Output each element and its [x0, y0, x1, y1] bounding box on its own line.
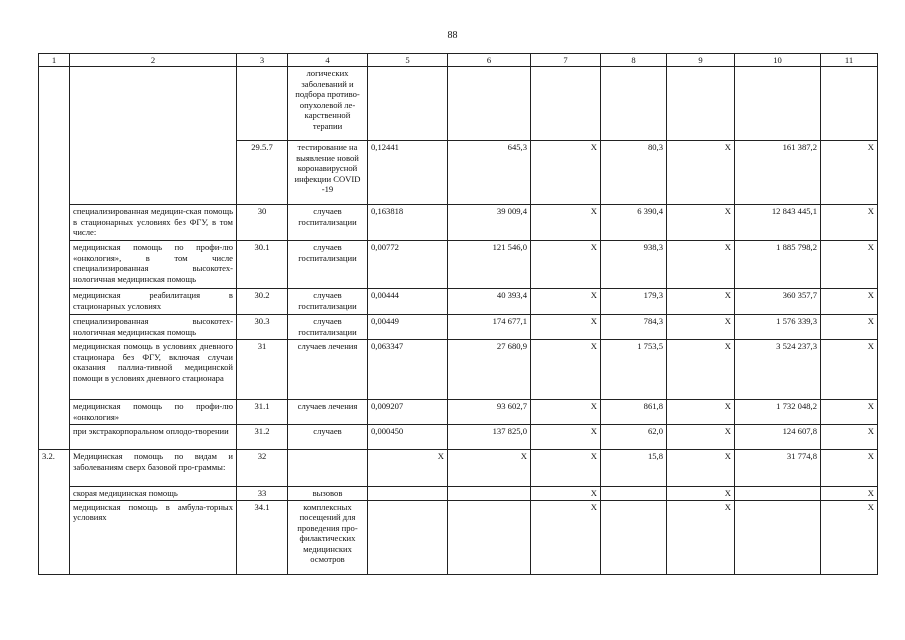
value-cell: X [531, 425, 601, 450]
description-cell: медицинская реабилитация в стационарных условиях [70, 289, 237, 315]
cost-cell [448, 67, 531, 141]
norm-cell: 0,00444 [368, 289, 448, 315]
value-cell: 1 753,5 [601, 340, 667, 400]
cost-cell [448, 487, 531, 500]
cost-cell: 174 677,1 [448, 315, 531, 340]
unit-cell: случаев лечения [288, 340, 368, 400]
value-cell: 6 390,4 [601, 205, 667, 241]
code-cell: 30.2 [237, 289, 288, 315]
code-cell: 29.5.7 [237, 141, 288, 205]
column-header: 10 [735, 54, 821, 67]
value-cell: X [531, 141, 601, 205]
norm-cell [368, 487, 448, 500]
value-cell: X [821, 340, 878, 400]
table-row [39, 487, 878, 500]
unit-cell: случаев лечения [288, 400, 368, 425]
value-cell: X [531, 241, 601, 289]
value-cell: X [667, 315, 735, 340]
value-cell [735, 67, 821, 141]
column-header: 6 [448, 54, 531, 67]
unit-cell: случаев госпитализации [288, 315, 368, 340]
code-cell [237, 67, 288, 141]
code-cell: 31 [237, 340, 288, 400]
financing-table [38, 53, 878, 575]
value-cell: X [667, 241, 735, 289]
table-row [39, 241, 878, 289]
table-row [39, 289, 878, 315]
description-cell: медицинская помощь по профи-лю «онкология» [70, 400, 237, 425]
unit-cell: случаев госпитализации [288, 241, 368, 289]
value-cell: 62,0 [601, 425, 667, 450]
value-cell: X [667, 340, 735, 400]
column-header: 7 [531, 54, 601, 67]
description-cell: медицинская помощь в условиях дневного стационара без ФГУ, включая случаи оказания паллиа-тивной медицинской помощи в условиях дневного стационара [70, 340, 237, 400]
code-cell: 30.1 [237, 241, 288, 289]
table-row [39, 425, 878, 450]
value-cell: 12 843 445,1 [735, 205, 821, 241]
value-cell [735, 500, 821, 574]
value-cell [531, 67, 601, 141]
value-cell: X [821, 289, 878, 315]
unit-cell: комплексных посещений для проведения про-филактических медицинских осмотров [288, 500, 368, 574]
value-cell: X [667, 141, 735, 205]
column-header: 3 [237, 54, 288, 67]
cost-cell: 137 825,0 [448, 425, 531, 450]
value-cell: X [821, 487, 878, 500]
column-header: 11 [821, 54, 878, 67]
value-cell: 31 774,8 [735, 450, 821, 487]
section-number-cell [39, 67, 70, 450]
section-number-cell: 3.2. [39, 450, 70, 574]
table-row [39, 450, 878, 487]
value-cell [667, 67, 735, 141]
value-cell: X [531, 289, 601, 315]
column-header: 1 [39, 54, 70, 67]
value-cell: X [667, 500, 735, 574]
norm-cell: 0,12441 [368, 141, 448, 205]
norm-cell [368, 500, 448, 574]
value-cell [601, 487, 667, 500]
value-cell [821, 67, 878, 141]
value-cell: 161 387,2 [735, 141, 821, 205]
cost-cell: 121 546,0 [448, 241, 531, 289]
value-cell: X [531, 450, 601, 487]
description-cell: при экстракорпоральном оплодо-творении [70, 425, 237, 450]
code-cell: 31.1 [237, 400, 288, 425]
norm-cell: 0,000450 [368, 425, 448, 450]
column-header: 8 [601, 54, 667, 67]
unit-cell: случаев [288, 425, 368, 450]
table-row [39, 67, 878, 141]
column-header: 9 [667, 54, 735, 67]
value-cell: X [821, 205, 878, 241]
table-row [39, 205, 878, 241]
value-cell: 3 524 237,3 [735, 340, 821, 400]
norm-cell: 0,063347 [368, 340, 448, 400]
value-cell: 938,3 [601, 241, 667, 289]
value-cell: 861,8 [601, 400, 667, 425]
table-row [39, 400, 878, 425]
cost-cell: 40 393,4 [448, 289, 531, 315]
value-cell [601, 67, 667, 141]
value-cell: X [531, 400, 601, 425]
value-cell [735, 487, 821, 500]
code-cell: 32 [237, 450, 288, 487]
norm-cell [368, 67, 448, 141]
code-cell: 34.1 [237, 500, 288, 574]
code-cell: 33 [237, 487, 288, 500]
cost-cell: 27 680,9 [448, 340, 531, 400]
value-cell: X [667, 205, 735, 241]
value-cell: X [531, 487, 601, 500]
norm-cell: 0,00772 [368, 241, 448, 289]
code-cell: 30 [237, 205, 288, 241]
norm-cell: X [368, 450, 448, 487]
description-cell [70, 67, 237, 205]
value-cell: X [667, 400, 735, 425]
unit-cell: случаев госпитализации [288, 289, 368, 315]
description-cell: специализированная медицин-ская помощь в стационарных условиях без ФГУ, в том числе: [70, 205, 237, 241]
cost-cell [448, 500, 531, 574]
column-header: 4 [288, 54, 368, 67]
value-cell: X [531, 205, 601, 241]
value-cell: X [821, 425, 878, 450]
unit-cell: логических заболеваний и подбора противо-опухолевой ле-карственной терапии [288, 67, 368, 141]
unit-cell [288, 450, 368, 487]
value-cell: 80,3 [601, 141, 667, 205]
column-header: 2 [70, 54, 237, 67]
value-cell: 1 732 048,2 [735, 400, 821, 425]
column-header: 5 [368, 54, 448, 67]
value-cell: X [531, 500, 601, 574]
unit-cell: случаев госпитализации [288, 205, 368, 241]
cost-cell: 93 602,7 [448, 400, 531, 425]
description-cell: скорая медицинская помощь [70, 487, 237, 500]
value-cell: 1 576 339,3 [735, 315, 821, 340]
value-cell: X [821, 450, 878, 487]
code-cell: 30.3 [237, 315, 288, 340]
value-cell: X [531, 340, 601, 400]
table-row [39, 315, 878, 340]
value-cell: X [821, 315, 878, 340]
value-cell: X [667, 487, 735, 500]
unit-cell: вызовов [288, 487, 368, 500]
value-cell: 784,3 [601, 315, 667, 340]
description-cell: медицинская помощь в амбула-торных условиях [70, 500, 237, 574]
value-cell: 360 357,7 [735, 289, 821, 315]
description-cell: специализированная высокотех-нологичная медицинская помощь [70, 315, 237, 340]
value-cell: X [667, 450, 735, 487]
table-row [39, 500, 878, 574]
value-cell: X [667, 289, 735, 315]
description-cell: медицинская помощь по профи-лю «онкология», в том числе специализированная высокотех-нологичная медицинская помощь [70, 241, 237, 289]
value-cell: X [821, 141, 878, 205]
value-cell: X [667, 425, 735, 450]
norm-cell: 0,00449 [368, 315, 448, 340]
value-cell: 179,3 [601, 289, 667, 315]
value-cell: X [531, 315, 601, 340]
norm-cell: 0,009207 [368, 400, 448, 425]
column-number-row [39, 54, 878, 67]
value-cell: X [821, 500, 878, 574]
code-cell: 31.2 [237, 425, 288, 450]
value-cell: 124 607,8 [735, 425, 821, 450]
table-row [39, 340, 878, 400]
value-cell: X [821, 241, 878, 289]
description-cell: Медицинская помощь по видам и заболеваниям сверх базовой про-граммы: [70, 450, 237, 487]
cost-cell: 645,3 [448, 141, 531, 205]
norm-cell: 0,163818 [368, 205, 448, 241]
cost-cell: 39 009,4 [448, 205, 531, 241]
value-cell: 1 885 798,2 [735, 241, 821, 289]
value-cell: 15,8 [601, 450, 667, 487]
value-cell [601, 500, 667, 574]
page-number: 88 [447, 30, 458, 41]
cost-cell: X [448, 450, 531, 487]
value-cell: X [821, 400, 878, 425]
unit-cell: тестирование на выявление новой коронавирусной инфекции COVID -19 [288, 141, 368, 205]
